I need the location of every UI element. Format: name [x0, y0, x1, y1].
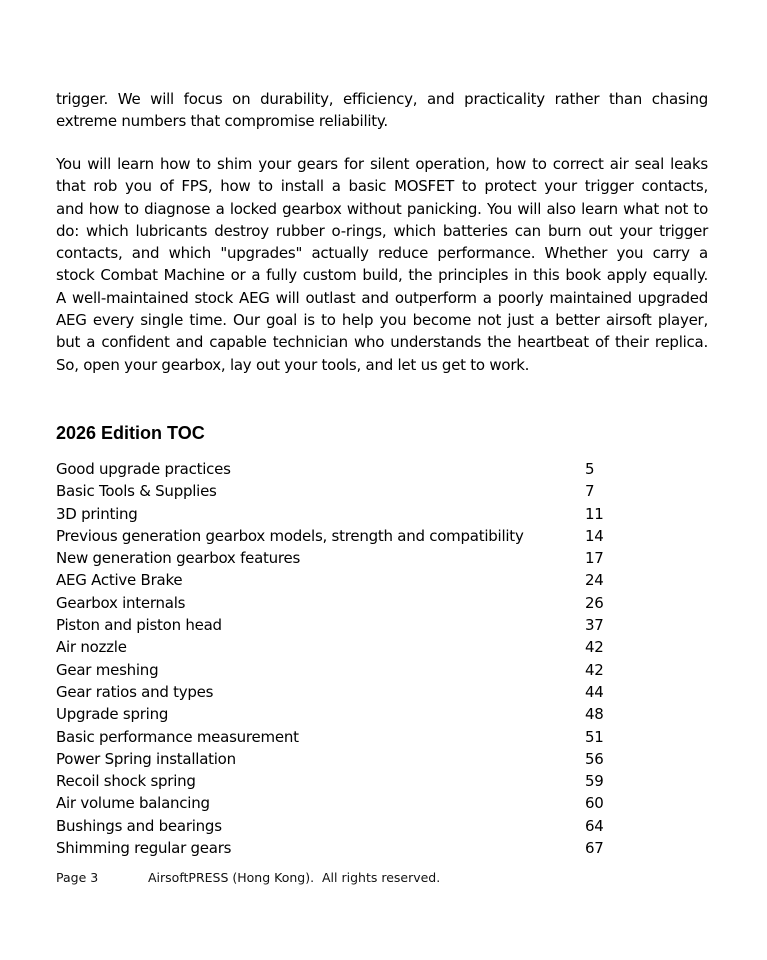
toc-entry[interactable]: [56, 480, 616, 502]
toc-entry-title: Bushings and bearings: [56, 816, 222, 835]
paragraph-line: A well-maintained stock AEG will outlast and outperform a poorly maintained upgraded: [56, 288, 708, 307]
paragraph-line: that rob you of FPS, how to install a basic MOSFET to protect your trigger contacts,: [56, 177, 708, 196]
toc-entry[interactable]: [56, 681, 616, 703]
toc-entry[interactable]: [56, 726, 616, 748]
toc-entry-page: 14: [585, 526, 604, 545]
toc-entry-title: Previous generation gearbox models, strength and compatibility: [56, 526, 524, 545]
toc-entry-page: 17: [585, 549, 604, 568]
copyright-notice: AirsoftPRESS (Hong Kong). All rights reserved.: [148, 870, 441, 885]
toc-entry-title: Gearbox internals: [56, 593, 186, 612]
toc-entry-title: Piston and piston head: [56, 616, 222, 635]
paragraph-line: but a confident and capable technician who understands the heartbeat of their replica.: [56, 333, 708, 352]
toc-entry-title: New generation gearbox features: [56, 549, 301, 568]
toc-entry[interactable]: [56, 837, 616, 859]
intro-paragraph-continuation: [56, 88, 708, 133]
toc-entry-page: 7: [585, 482, 595, 501]
toc-entry-page: 67: [585, 839, 604, 858]
toc-entry-page: 56: [585, 749, 604, 768]
toc-entry-page: 59: [585, 772, 604, 791]
toc-entry-page: 48: [585, 705, 604, 724]
toc-entry[interactable]: [56, 748, 616, 770]
toc-entry[interactable]: [56, 614, 616, 636]
toc-entry-page: 42: [585, 638, 604, 657]
toc-entry-title: AEG Active Brake: [56, 571, 183, 590]
toc-entry[interactable]: [56, 659, 616, 681]
toc-entry[interactable]: [56, 458, 616, 480]
toc-entry-page: 24: [585, 571, 604, 590]
toc-entry-page: 60: [585, 794, 604, 813]
toc-entry-page: 26: [585, 593, 604, 612]
toc-entry-title: Gear ratios and types: [56, 682, 214, 701]
toc-entry-title: Gear meshing: [56, 660, 159, 679]
paragraph-line: AEG every single time. Our goal is to help you become not just a better airsoft player,: [56, 311, 708, 330]
toc-entry-title: Shimming regular gears: [56, 839, 232, 858]
toc-entry-page: 11: [585, 504, 604, 523]
toc-entry-title: Upgrade spring: [56, 705, 169, 724]
paragraph-line: extreme numbers that compromise reliability.: [56, 112, 388, 131]
toc-entry-title: 3D printing: [56, 504, 138, 523]
toc-entry[interactable]: [56, 592, 616, 614]
toc-entry[interactable]: [56, 547, 616, 569]
toc-entry-title: Air nozzle: [56, 638, 127, 657]
toc-entry[interactable]: [56, 569, 616, 591]
toc-entry-title: Power Spring installation: [56, 749, 236, 768]
toc-entry-page: 64: [585, 816, 604, 835]
toc-entry[interactable]: [56, 703, 616, 725]
toc-entry-title: Recoil shock spring: [56, 772, 196, 791]
learning-paragraph: [56, 153, 708, 376]
paragraph-line: and how to diagnose a locked gearbox without panicking. You will also learn what not to: [56, 199, 708, 218]
toc-entry[interactable]: [56, 503, 616, 525]
toc-entry-page: 42: [585, 660, 604, 679]
toc-entry-page: 5: [585, 460, 595, 478]
toc-entry[interactable]: [56, 815, 616, 837]
paragraph-line: contacts, and which "upgrades" actually reduce performance. Whether you carry a: [56, 244, 708, 263]
toc-entry[interactable]: [56, 792, 616, 814]
toc-entry-page: 44: [585, 682, 604, 701]
toc-entry-page: 51: [585, 727, 604, 746]
toc-list: [56, 458, 616, 859]
toc-entry-title: Air volume balancing: [56, 794, 210, 813]
paragraph-line: So, open your gearbox, lay out your tools, and let us get to work.: [56, 355, 530, 374]
paragraph-line: trigger. We will focus on durability, efficiency, and practicality rather than chasing: [56, 90, 708, 108]
toc-entry[interactable]: [56, 525, 616, 547]
toc-heading: 2026 Edition TOC: [56, 423, 205, 443]
toc-entry-page: 37: [585, 616, 604, 635]
toc-entry[interactable]: [56, 636, 616, 658]
paragraph-line: You will learn how to shim your gears for silent operation, how to correct air seal leaks: [56, 155, 708, 173]
toc-entry-title: Basic Tools & Supplies: [56, 482, 217, 501]
toc-entry[interactable]: [56, 770, 616, 792]
page-number: Page 3: [56, 870, 99, 885]
toc-entry-title: Good upgrade practices: [56, 460, 231, 478]
paragraph-line: stock Combat Machine or a fully custom build, the principles in this book apply equally.: [56, 266, 708, 285]
paragraph-line: do: which lubricants destroy rubber o-rings, which batteries can burn out your trigger: [56, 221, 708, 240]
toc-entry-title: Basic performance measurement: [56, 727, 299, 746]
